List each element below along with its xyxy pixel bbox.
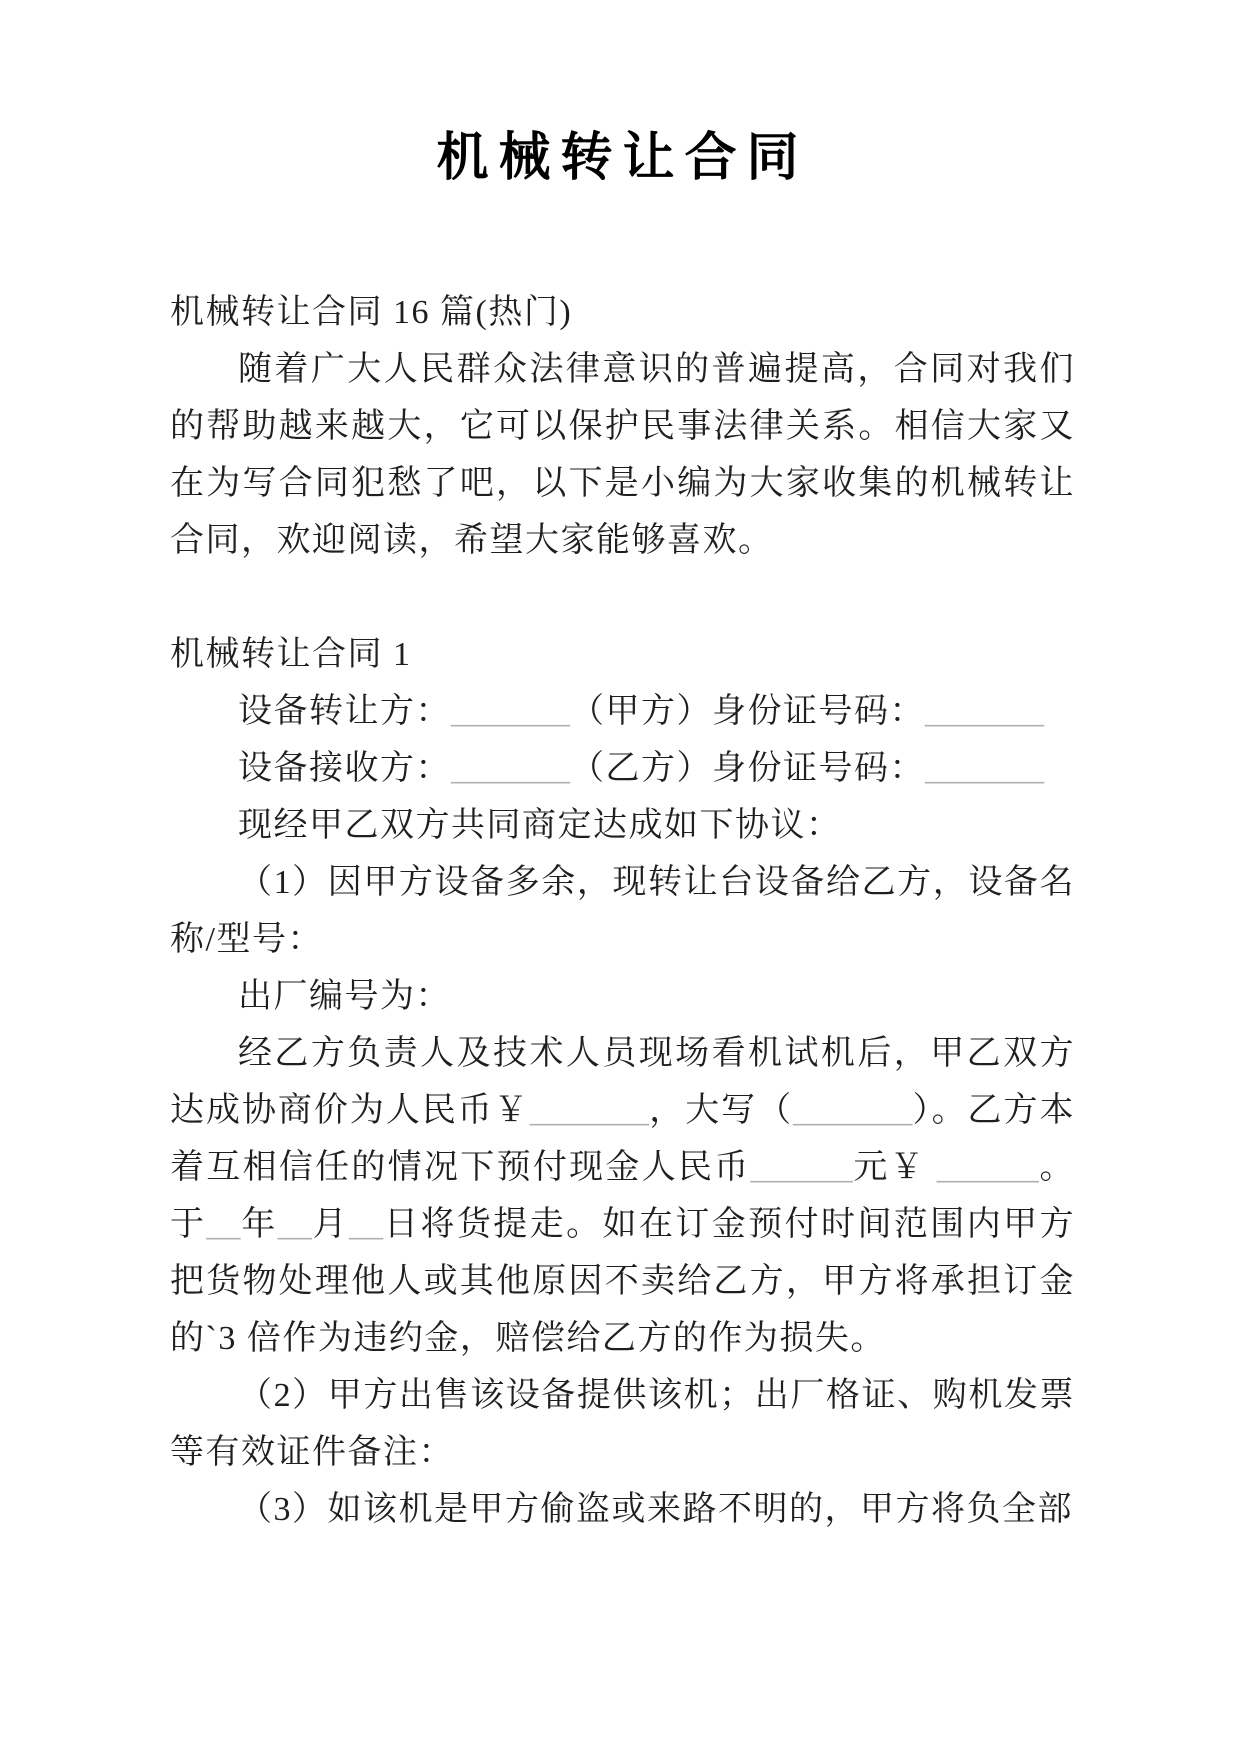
section-heading — [170, 284, 1075, 341]
paragraph — [170, 1025, 1075, 1367]
paragraph — [170, 968, 1075, 1025]
blank-underline: _______ — [451, 693, 570, 730]
blank-underline: _______ — [925, 693, 1044, 730]
text-run: （1）因甲方设备多余，现转让台设备给乙方，设备名称/型号： — [170, 864, 1075, 958]
paragraph — [170, 740, 1075, 797]
blank-underline: ______ — [750, 1149, 853, 1186]
document-body — [170, 284, 1075, 1538]
text-run: 年 — [240, 1206, 278, 1243]
text-run: 现经甲乙双方共同商定达成如下协议： — [238, 807, 842, 844]
blank-underline: __ — [277, 1206, 312, 1243]
text-run: （2）甲方出售该设备提供该机；出厂格证、购机发票等有效证件备注： — [170, 1377, 1075, 1471]
paragraph — [170, 797, 1075, 854]
text-run: 月 — [311, 1206, 350, 1243]
blank-underline: ______ — [936, 1149, 1039, 1186]
blank-underline: __ — [349, 1206, 384, 1243]
section-heading — [170, 626, 1075, 683]
paragraph — [170, 683, 1075, 740]
text-run: ）。乙方本着互相信任的情况下预付现金人民币 — [170, 1092, 1075, 1186]
paragraph-spacer — [170, 569, 1075, 626]
text-run: （乙方）身份证号码： — [570, 750, 925, 787]
paragraph — [170, 1367, 1075, 1481]
text-run: 设备接收方： — [238, 750, 451, 787]
text-run: 出厂编号为： — [238, 978, 451, 1015]
text-run: 随着广大人民群众法律意识的普遍提高，合同对我们的帮助越来越大，它可以保护民事法律关系。相信大家又在为写合同犯愁了吧，以下是小编为大家收集的机械转让合同，欢迎阅读，希望大家能够喜欢。 — [170, 351, 1075, 559]
text-run: 机械转让合同 1 — [170, 636, 412, 673]
text-run: 元￥ — [852, 1149, 937, 1186]
paragraph — [170, 1481, 1075, 1538]
blank-underline: _______ — [451, 750, 570, 787]
text-run: 机械转让合同 16 篇(热门) — [170, 294, 573, 331]
text-run: ，大写（ — [648, 1092, 794, 1129]
text-run: 经乙方负责人及技术人员现场看机试机后，甲乙双方达成协商价为人民币￥ — [170, 1035, 1075, 1129]
blank-underline: __ — [206, 1206, 241, 1243]
text-run: 。于 — [170, 1149, 1076, 1243]
text-run: （甲方）身份证号码： — [570, 693, 925, 730]
blank-underline: _______ — [529, 1092, 649, 1129]
blank-underline: _______ — [793, 1092, 913, 1129]
text-run: 设备转让方： — [238, 693, 451, 730]
blank-underline: _______ — [925, 750, 1044, 787]
text-run: 日将货提走。如在订金预付时间范围内甲方把货物处理他人或其他原因不卖给乙方，甲方将承担订金的`3 倍作为违约金，赔偿给乙方的作为损失。 — [170, 1206, 1076, 1357]
paragraph — [170, 341, 1075, 569]
page-title: 机械转让合同 — [436, 130, 809, 187]
text-run: （3）如该机是甲方偷盗或来路不明的，甲方将负全部 — [238, 1491, 1073, 1528]
paragraph — [170, 854, 1075, 968]
